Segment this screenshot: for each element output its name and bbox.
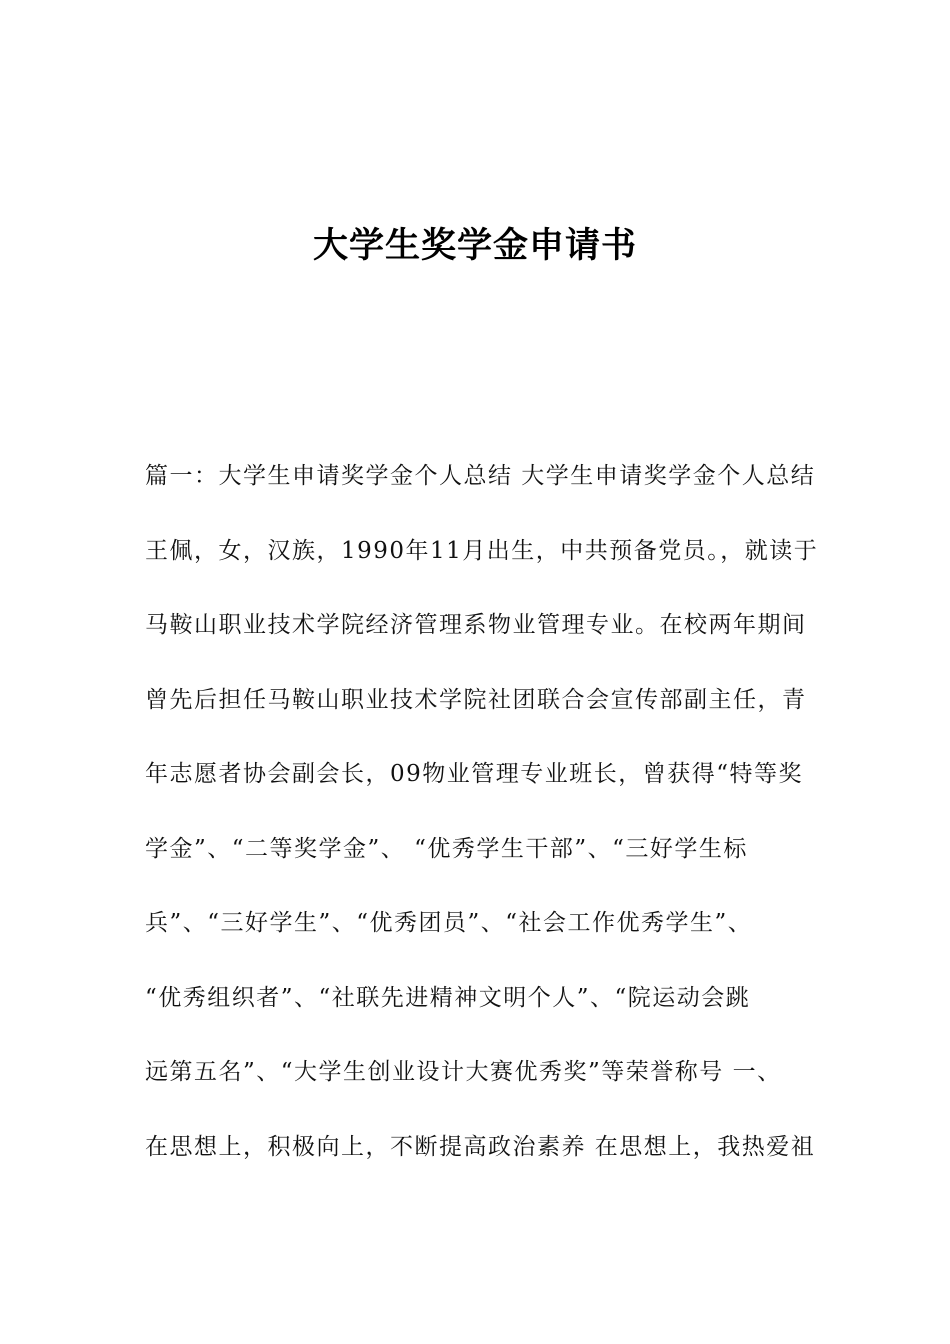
body-line: 在思想上，积极向上，不断提高政治素养 在思想上，我热爱祖 bbox=[145, 1133, 816, 1160]
body-line: 马鞍山职业技术学院经济管理系物业管理专业。在校两年期间 bbox=[145, 612, 807, 638]
body-line: 年志愿者协会副会长，09物业管理专业班长，曾获得“特等奖 bbox=[145, 761, 804, 787]
body-line: 王佩，女，汉族，1990年11月出生，中共预备党员。，就读于 bbox=[145, 537, 819, 564]
body-line: “优秀组织者”、“社联先进精神文明个人”、“院运动会跳 bbox=[145, 984, 751, 1011]
body-line: 兵”、“三好学生”、“优秀团员”、“社会工作优秀学生”、 bbox=[145, 910, 753, 936]
document-body bbox=[145, 456, 825, 1201]
document-title: 大学生奖学金申请书 bbox=[312, 226, 637, 266]
body-line: 学金”、“二等奖学金”、 “优秀学生干部”、“三好学生标 bbox=[145, 835, 748, 862]
body-line: 曾先后担任马鞍山职业技术学院社团联合会宣传部副主任，青 bbox=[145, 686, 807, 713]
body-line: 篇一：大学生申请奖学金个人总结 大学生申请奖学金个人总结 bbox=[145, 463, 816, 489]
body-line: 远第五名”、“大学生创业设计大赛优秀奖”等荣誉称号 一、 bbox=[145, 1059, 782, 1085]
